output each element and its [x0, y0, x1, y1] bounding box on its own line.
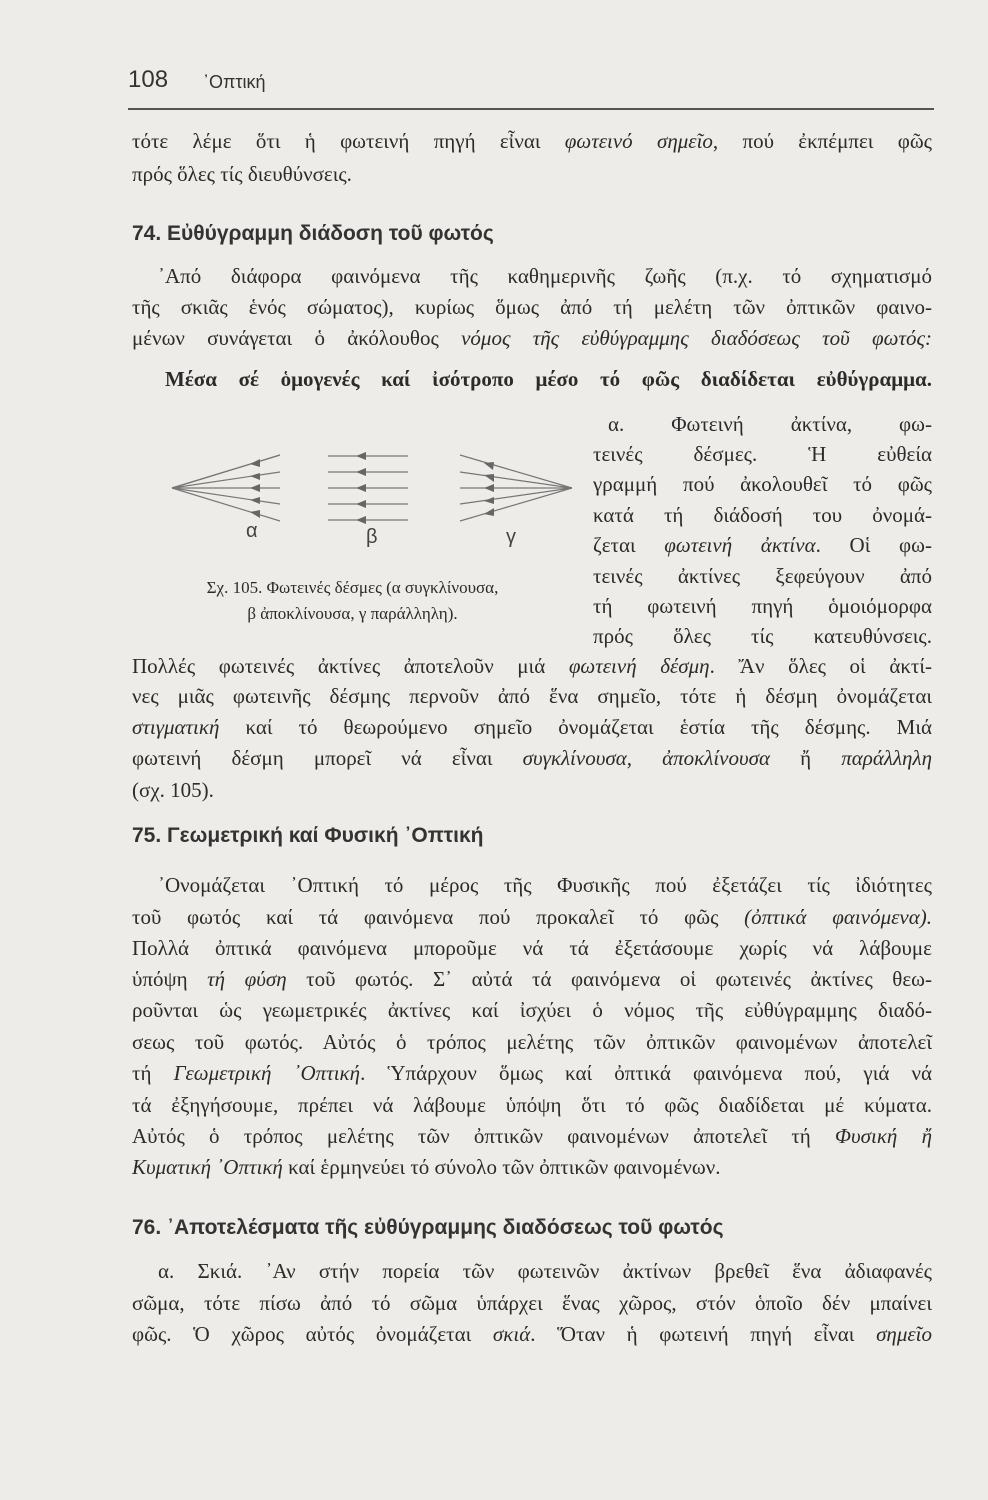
- figure-label-beta: β: [366, 526, 378, 548]
- beam-beta-arrows: [356, 452, 366, 524]
- text-line: [132, 1093, 932, 1125]
- text-run: καί ἑρμηνεύει τό σύνολο τῶν ὀπτικῶν φαινομένων.: [282, 1155, 721, 1179]
- text-line: [132, 162, 932, 194]
- running-title: ᾿Οπτική: [203, 72, 266, 92]
- beam-alpha-arrows: [250, 459, 260, 518]
- text-run: γραμμή πού ἀκολουθεῖ τό φῶς: [593, 472, 932, 496]
- figure-label-gamma: γ: [506, 526, 516, 548]
- italic-term: παράλληλη: [841, 746, 932, 770]
- text-line: [132, 1155, 932, 1187]
- text-run: καί τό θεωρούμενο σημεῖο ὀνομάζεται ἑστία τῆς δέσμης. Μιά: [219, 715, 932, 739]
- text-line: [593, 442, 932, 474]
- text-line: [593, 564, 932, 596]
- page-number: 108: [128, 66, 169, 93]
- text-run: ᾿Ονομάζεται ᾿Οπτική τό μέρος τῆς Φυσικῆς πού ἐξετάζει τίς ἰδιότητες: [158, 873, 932, 897]
- italic-term: τή φύση: [207, 967, 287, 991]
- italic-term: Κυματική ᾿Οπτική: [132, 1155, 283, 1179]
- text-line: [593, 472, 932, 504]
- text-line: [158, 264, 932, 296]
- text-run: τότε λέμε ὅτι ἡ φωτεινή πηγή εἶναι: [132, 129, 565, 153]
- text-run: . Ὅταν ἡ φωτεινή πηγή εἶναι: [530, 1322, 877, 1346]
- text-run: 76. ᾿Αποτελέσματα τῆς εὐθύγραμμης διαδόσεως τοῦ φωτός: [132, 1216, 724, 1239]
- italic-term: σκιά: [492, 1322, 531, 1346]
- text-run: ἤ: [770, 746, 842, 770]
- text-run: πρός ὅλες τίς διευθύνσεις.: [132, 162, 352, 186]
- text-line: [593, 503, 932, 535]
- text-line: [158, 1259, 932, 1291]
- italic-term: (ὀπτικά φαινόμενα).: [744, 905, 932, 929]
- text-line: [132, 1030, 932, 1062]
- text-run: τοῦ φωτός καί τά φαινόμενα πού προκαλεῖ τό φῶς: [132, 905, 745, 929]
- text-run: τεινές δέσμες. Ἡ εὐθεία: [593, 442, 932, 466]
- text-run: ροῦνται ὡς γεωμετρικές ἀκτίνες καί ἰσχύει ὁ νόμος τῆς εὐθύγραμμης διαδό-: [132, 998, 932, 1022]
- figure-caption-line-1: Σχ. 105. Φωτεινές δέσμες (α συγκλίνουσα,: [206, 578, 499, 597]
- text-line: [132, 967, 932, 999]
- text-run: πρός ὅλες τίς κατευθύνσεις.: [593, 624, 932, 648]
- beam-beta: [328, 456, 408, 520]
- text-line: [132, 1124, 932, 1156]
- text-line: [158, 873, 932, 905]
- text-run: 75. Γεωμετρική καί Φυσική ᾿Οπτική: [132, 824, 484, 847]
- section-heading: [132, 1216, 932, 1248]
- text-run: ὑπόψη: [132, 967, 208, 991]
- text-line: [132, 715, 932, 747]
- text-line: [132, 905, 932, 937]
- text-line: [593, 594, 932, 626]
- text-line: [132, 129, 932, 161]
- italic-term: φωτεινή δέσμη: [568, 654, 710, 678]
- text-run: κατά τή διάδοσή του ὀνομά-: [593, 503, 932, 527]
- text-line: [132, 1322, 932, 1354]
- header-rule: [128, 108, 934, 110]
- figure-light-beams: [150, 430, 590, 540]
- italic-term: φωτεινή ἀκτίνα: [664, 533, 816, 557]
- text-run: ᾿Από διάφορα φαινόμενα τῆς καθημερινῆς ζωῆς (π.χ. τό σχηματισμό: [158, 264, 932, 288]
- text-run: Αὐτός ὁ τρόπος μελέτης τῶν ὀπτικῶν φαινομένων ἀποτελεῖ τή: [132, 1124, 836, 1148]
- italic-term: φωτεινό σημεῖο: [564, 129, 713, 153]
- text-run: α. Σκιά. ᾿Αν στήν πορεία τῶν φωτεινῶν ἀκτίνων βρεθεῖ ἕνα ἀδιαφανές: [158, 1259, 932, 1283]
- italic-term: νόμος τῆς εὐθύγραμμης διαδόσεως τοῦ φωτός:: [461, 326, 932, 350]
- text-run: τοῦ φωτός. Σ᾿ αὐτά τά φαινόμενα οἱ φωτεινές ἀκτίνες θεω-: [286, 967, 932, 991]
- italic-term: Γεωμετρική ᾿Οπτική: [173, 1061, 361, 1085]
- text-line: [132, 998, 932, 1030]
- section-heading: [132, 824, 932, 856]
- text-run: 74. Εὐθύγραμμη διάδοση τοῦ φωτός: [132, 222, 494, 245]
- text-run: , πού ἐκπέμπει φῶς: [712, 129, 932, 153]
- text-run: Μέσα σέ ὁμογενές καί ἰσότροπο μέσο τό φῶς διαδίδεται εὐθύγραμμα.: [165, 367, 932, 391]
- text-run: α. Φωτεινή ἀκτίνα, φω-: [608, 412, 932, 436]
- text-run: Πολλές φωτεινές ἀκτίνες ἀποτελοῦν μιά: [132, 654, 569, 678]
- text-run: τεινές ἀκτίνες ξεφεύγουν ἀπό: [593, 564, 932, 588]
- text-line: [132, 746, 932, 778]
- italic-term: συγκλίνουσα, ἀποκλίνουσα: [522, 746, 770, 770]
- figure-caption-line-2: β ἀποκλίνουσα, γ παράλληλη).: [247, 604, 458, 623]
- text-run: φωτεινή δέσμη μπορεῖ νά εἶναι: [132, 746, 523, 770]
- text-line: [593, 624, 932, 656]
- italic-term: Φυσική ἤ: [835, 1124, 932, 1148]
- text-run: . Ὑπάρχουν ὅμως καί ὀπτικά φαινόμενα πού, γιά νά: [360, 1061, 932, 1085]
- text-line: [132, 326, 932, 358]
- text-run: . Οἱ φω-: [815, 533, 932, 557]
- text-line: [132, 684, 932, 716]
- text-run: τά ἐξηγήσουμε, πρέπει νά λάβουμε ὑπόψη ὅτι τό φῶς διαδίδεται μέ κύματα.: [132, 1093, 932, 1117]
- beam-alpha: [172, 455, 280, 521]
- text-run: Πολλά ὀπτικά φαινόμενα μποροῦμε νά τά ἐξετάσουμε χωρίς νά λάβουμε: [132, 936, 932, 960]
- text-run: . Ἄν ὅλες οἱ ἀκτί-: [709, 654, 932, 678]
- text-line: [132, 1291, 932, 1323]
- text-run: τή φωτεινή πηγή ὁμοιόμορφα: [593, 594, 932, 618]
- text-run: νες μιᾶς φωτεινῆς δέσμης περνοῦν ἀπό ἕνα σημεῖο, τότε ἡ δέσμη ὀνομάζεται: [132, 684, 932, 708]
- text-line: [132, 654, 932, 686]
- text-line: [593, 533, 932, 565]
- text-run: τῆς σκιᾶς ἑνός σώματος), κυρίως ὅμως ἀπό τή μελέτη τῶν ὀπτικῶν φαινο-: [132, 295, 932, 319]
- text-line: [132, 778, 932, 810]
- law-statement: [165, 367, 932, 399]
- text-run: ζεται: [593, 533, 665, 557]
- text-run: τή: [132, 1061, 174, 1085]
- text-line: [132, 1061, 932, 1093]
- text-run: σεως τοῦ φωτός. Αὐτός ὁ τρόπος μελέτης τῶν ὀπτικῶν φαινομένων ἀποτελεῖ: [132, 1030, 932, 1054]
- text-run: φῶς. Ὁ χῶρος αὐτός ὀνομάζεται: [132, 1322, 493, 1346]
- text-line: [608, 412, 932, 444]
- italic-term: σημεῖο: [876, 1322, 932, 1346]
- beam-gamma: [460, 455, 572, 521]
- beam-gamma-arrows: [484, 462, 494, 516]
- text-line: [132, 295, 932, 327]
- text-line: [132, 936, 932, 968]
- text-run: σῶμα, τότε πίσω ἀπό τό σῶμα ὑπάρχει ἕνας χῶρος, στόν ὁποῖο δέν μπαίνει: [132, 1291, 932, 1315]
- section-heading: [132, 222, 932, 254]
- text-run: μένων συνάγεται ὁ ἀκόλουθος: [132, 326, 462, 350]
- italic-term: στιγματική: [132, 715, 220, 739]
- text-run: (σχ. 105).: [132, 778, 214, 802]
- figure-label-alpha: α: [246, 520, 258, 542]
